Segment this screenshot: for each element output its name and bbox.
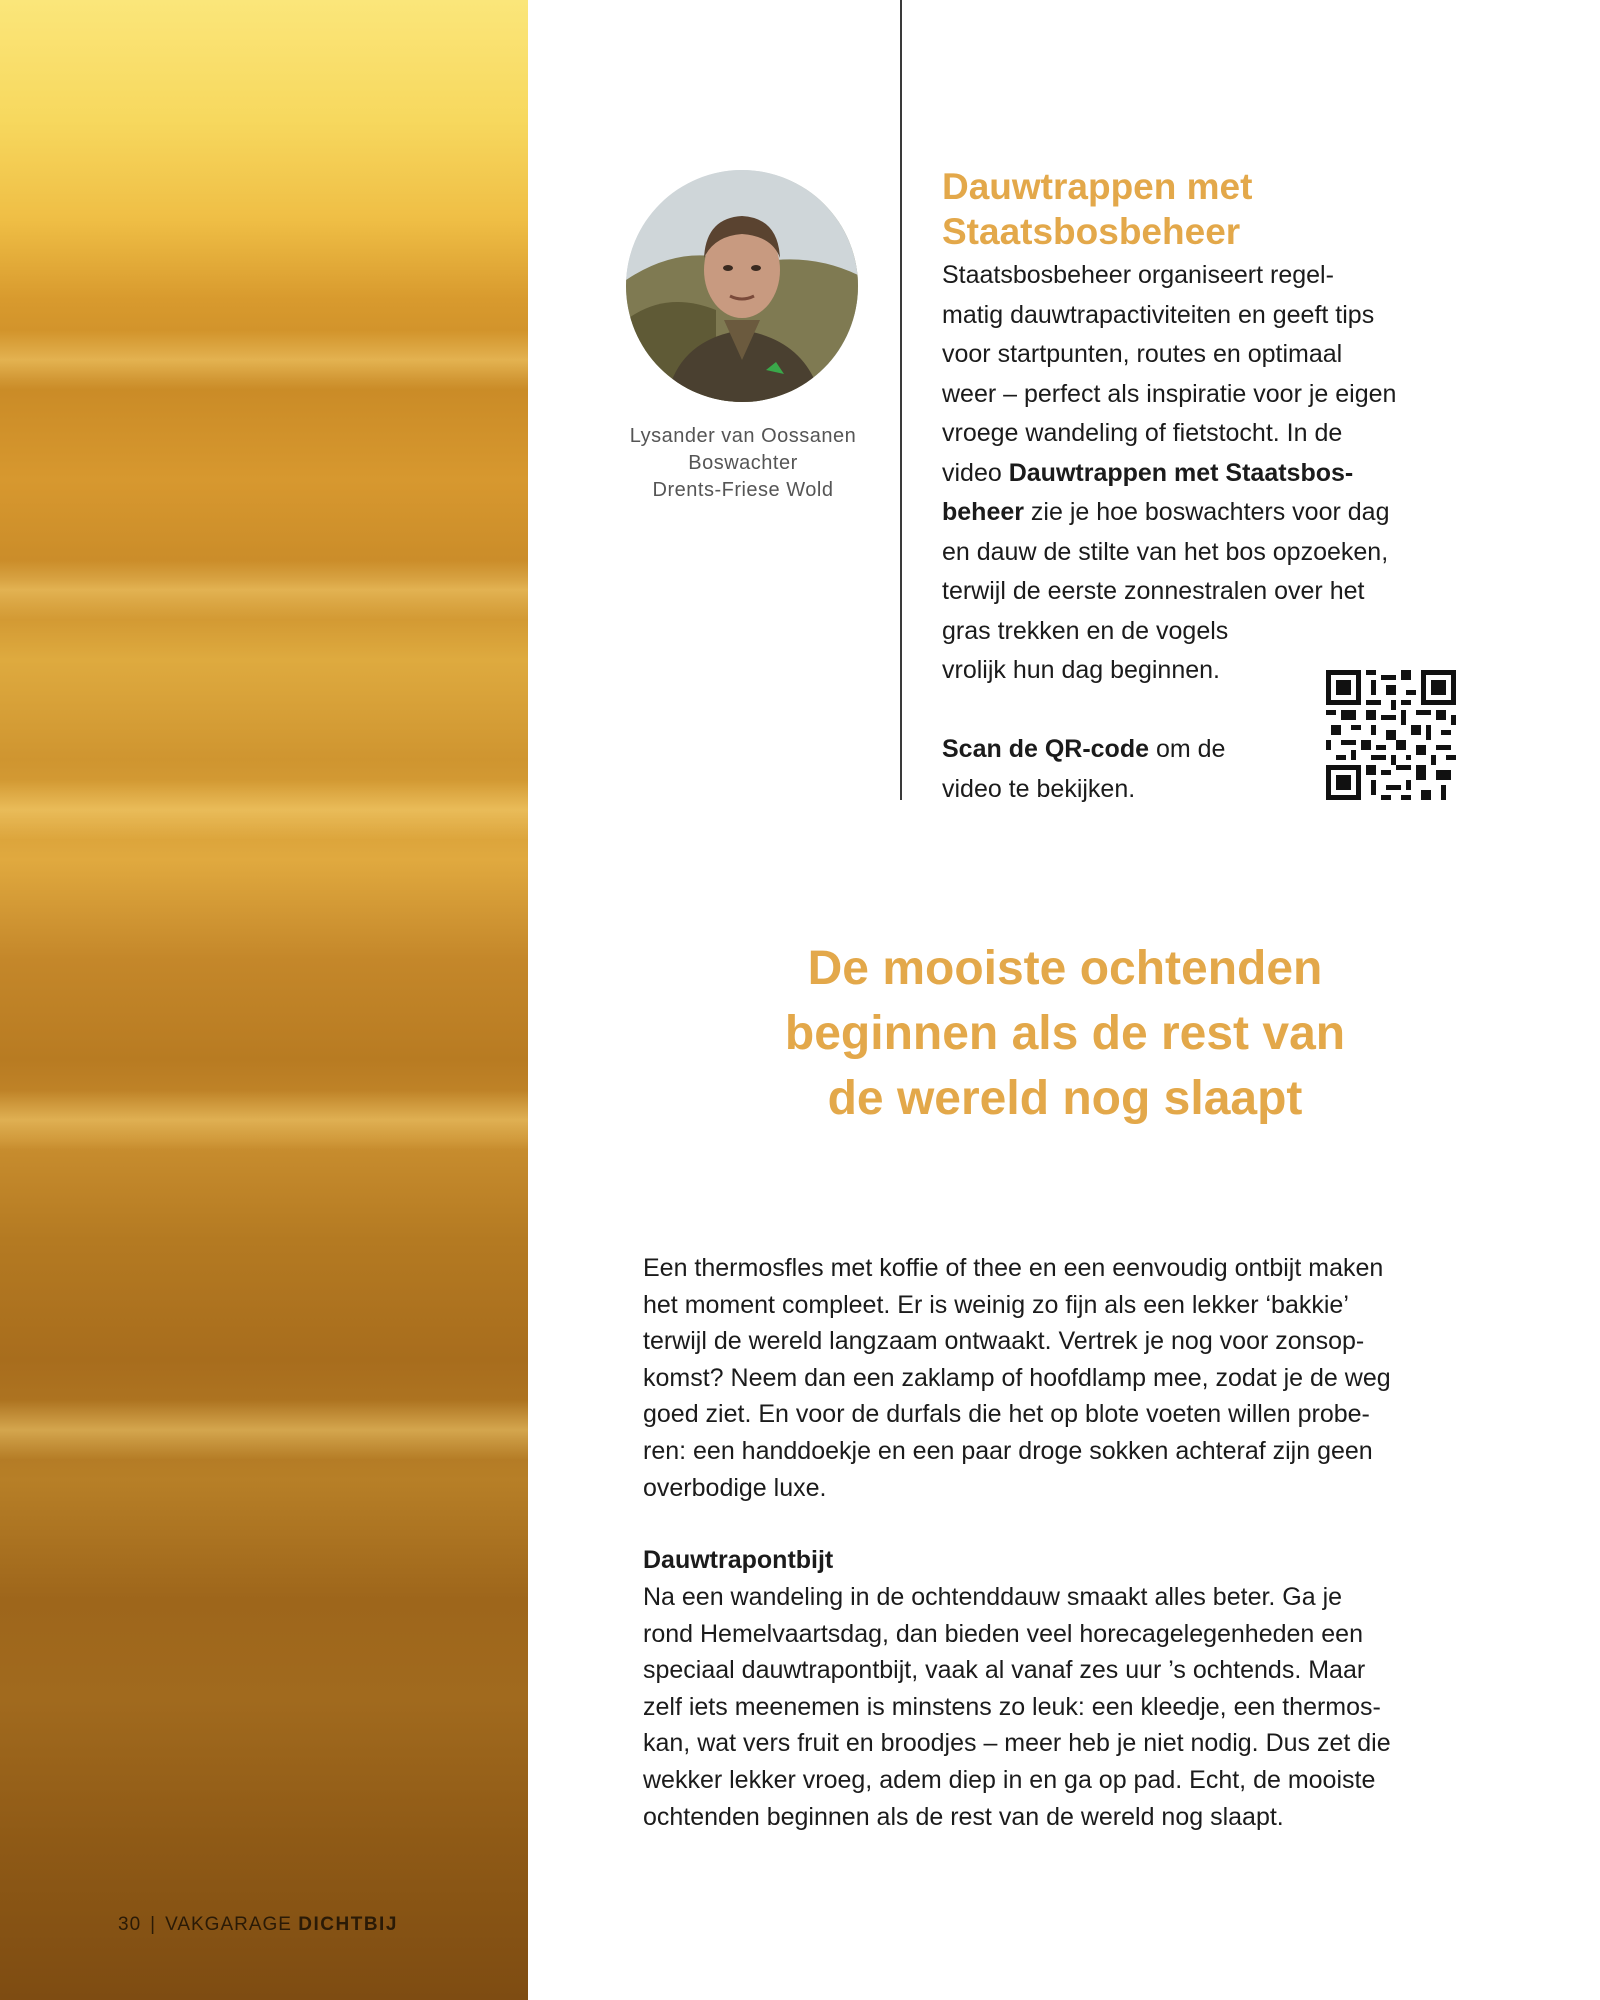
body-line: zelf iets meenemen is minstens zo leuk: een kleedje, een thermos- — [643, 1692, 1381, 1721]
video-prefix: video — [942, 458, 1009, 487]
section-subheading: Dauwtrapontbijt — [643, 1546, 834, 1574]
mist-band — [0, 560, 528, 620]
qr-code[interactable] — [1326, 670, 1456, 800]
footer-separator: | — [150, 1914, 157, 1935]
body-line: rond Hemelvaartsdag, dan bieden veel horecagelegenheden een — [643, 1619, 1363, 1648]
body-line: ren: een handdoekje en een paar droge sokken achteraf zijn geen — [643, 1436, 1373, 1465]
sidebar-title-line: Staatsbosbeheer — [942, 211, 1241, 252]
body-line: terwijl de wereld langzaam ontwaakt. Vertrek je nog voor zonsop- — [643, 1327, 1365, 1356]
portrait-caption — [600, 423, 886, 504]
headline-line: De mooiste ochtenden — [807, 942, 1323, 995]
portrait-illustration — [626, 170, 858, 402]
sidebar-body-line: en dauw de stilte van het bos opzoeken, — [942, 537, 1389, 566]
body-line: komst? Neem dan een zaklamp of hoofdlamp mee, zodat je de weg — [643, 1363, 1391, 1392]
body-line: overbodige luxe. — [643, 1473, 827, 1502]
body-paragraph-2 — [643, 1579, 1493, 1835]
sidebar-body — [942, 256, 1472, 691]
headline-line: beginnen als de rest van — [784, 1007, 1346, 1060]
scan-instruction — [942, 730, 1312, 809]
body-line: Na een wandeling in de ochtenddauw smaakt alles beter. Ga je — [643, 1583, 1343, 1611]
body-line: kan, wat vers fruit en broodjes – meer heb je niet nodig. Dus zet die — [643, 1729, 1391, 1758]
sidebar-body-line: Staatsbosbeheer organiseert regel- — [942, 261, 1334, 289]
magazine-name-bold: DICHTBIJ — [298, 1914, 398, 1935]
video-title-end: beheer — [942, 498, 1024, 526]
body-line: ochtenden beginnen als de rest van de wereld nog slaapt. — [643, 1802, 1284, 1831]
mist-band — [0, 780, 528, 840]
mist-band — [0, 1090, 528, 1150]
sidebar-body-line: vrolijk hun dag beginnen. — [942, 656, 1220, 684]
sunrise-dunes-photo — [0, 0, 528, 2000]
pull-quote-headline — [700, 936, 1430, 1131]
body-line: Een thermosfles met koffie of thee en een eenvoudig ontbijt maken — [643, 1254, 1384, 1282]
scan-bold: Scan de QR-code — [942, 735, 1149, 763]
sidebar-body-line: matig dauwtrapactiviteiten en geeft tips — [942, 300, 1375, 329]
sidebar-title — [942, 164, 1462, 254]
video-title: Dauwtrappen met Staatsbos- — [1008, 458, 1354, 487]
caption-role: Boswachter — [688, 452, 798, 474]
caption-name: Lysander van Oossanen — [629, 425, 857, 447]
ranger-portrait-photo — [626, 170, 858, 402]
sidebar-body-line: vroege wandeling of fietstocht. In de — [942, 419, 1343, 447]
column-divider — [900, 0, 902, 800]
sidebar-body-line: terwijl de eerste zonnestralen over het — [942, 577, 1365, 605]
mist-band — [0, 330, 528, 390]
caption-location: Drents-Friese Wold — [652, 479, 834, 501]
scan-line — [942, 730, 1312, 770]
body-line: wekker lekker vroeg, adem diep in en ga op pad. Echt, de mooiste — [643, 1765, 1376, 1794]
page-footer — [118, 1914, 398, 1936]
page-number: 30 — [118, 1914, 142, 1935]
body-line: het moment compleet. Er is weinig zo fijn als een lekker ‘bakkie’ — [643, 1290, 1349, 1319]
sidebar-body-line: gras trekken en de vogels — [942, 616, 1229, 645]
mist-band — [0, 1400, 528, 1460]
sidebar-title-line: Dauwtrappen met — [942, 166, 1253, 207]
body-line: goed ziet. En voor de durfals die het op blote voeten willen probe- — [643, 1400, 1370, 1429]
sidebar-video-line-2 — [942, 493, 1472, 533]
scan-rest: om de — [1149, 735, 1226, 763]
sidebar-body-line: weer – perfect als inspiratie voor je eigen — [942, 379, 1397, 408]
body-line: speciaal dauwtrapontbijt, vaak al vanaf zes uur ’s ochtends. Maar — [643, 1656, 1366, 1685]
sidebar-video-line — [942, 454, 1472, 494]
magazine-name: VAKGARAGE — [165, 1914, 292, 1935]
video-suffix: zie je hoe boswachters voor dag — [1023, 498, 1390, 526]
body-paragraph — [643, 1250, 1493, 1506]
scan-line-2: video te bekijken. — [942, 774, 1136, 803]
headline-line: de wereld nog slaapt — [827, 1072, 1303, 1125]
sidebar-body-line: voor startpunten, routes en optimaal — [942, 340, 1343, 368]
